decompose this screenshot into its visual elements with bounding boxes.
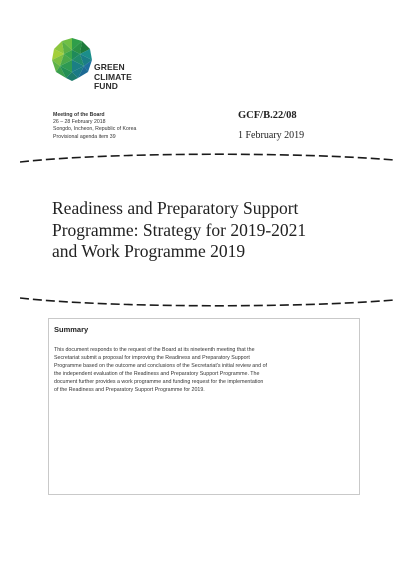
gcf-logo: [50, 36, 180, 100]
logo-wordmark: [94, 63, 132, 92]
agenda-item: Provisional agenda item 39: [53, 133, 116, 140]
summary-line: the independent evaluation of the Readiness and Preparatory Support Programme. The: [54, 371, 260, 378]
meeting-location: Songdo, Incheon, Republic of Korea: [53, 126, 137, 133]
title-line-3: and Work Programme 2019: [52, 241, 246, 261]
document-number: GCF/B.22/08: [238, 110, 297, 121]
summary-heading: Summary: [54, 325, 89, 334]
globe-logo-icon: [50, 36, 94, 82]
summary-text: [54, 346, 354, 395]
bottom-divider: [20, 294, 394, 310]
document-date: 1 February 2019: [238, 130, 305, 141]
meeting-info: [53, 112, 136, 141]
document-info: [238, 109, 304, 143]
summary-line: This document responds to the request of the Board at its nineteenth meeting that the: [54, 347, 255, 353]
meeting-dates: 26 – 28 February 2018: [53, 119, 106, 126]
logo-line-1: GREEN: [94, 62, 125, 72]
title-line-2: Programme: Strategy for 2019-2021: [52, 219, 307, 240]
meeting-title: Meeting of the Board: [53, 112, 105, 118]
top-divider: [20, 150, 394, 166]
summary-line: Secretariat submit a proposal for improving the Readiness and Preparatory Support: [54, 355, 250, 362]
summary-line: document further provides a work programme and funding request for the implementation: [54, 379, 264, 386]
title-line-1: Readiness and Preparatory Support: [52, 198, 299, 218]
summary-line: of the Readiness and Preparatory Support Programme for 2019.: [54, 387, 205, 394]
summary-box: [48, 318, 360, 495]
summary-line: Programme based on the outcome and conclusions of the Secretariat's initial review and of: [54, 363, 268, 370]
logo-line-3: FUND: [94, 81, 119, 91]
document-title: [52, 198, 372, 263]
logo-line-2: CLIMATE: [94, 71, 132, 82]
